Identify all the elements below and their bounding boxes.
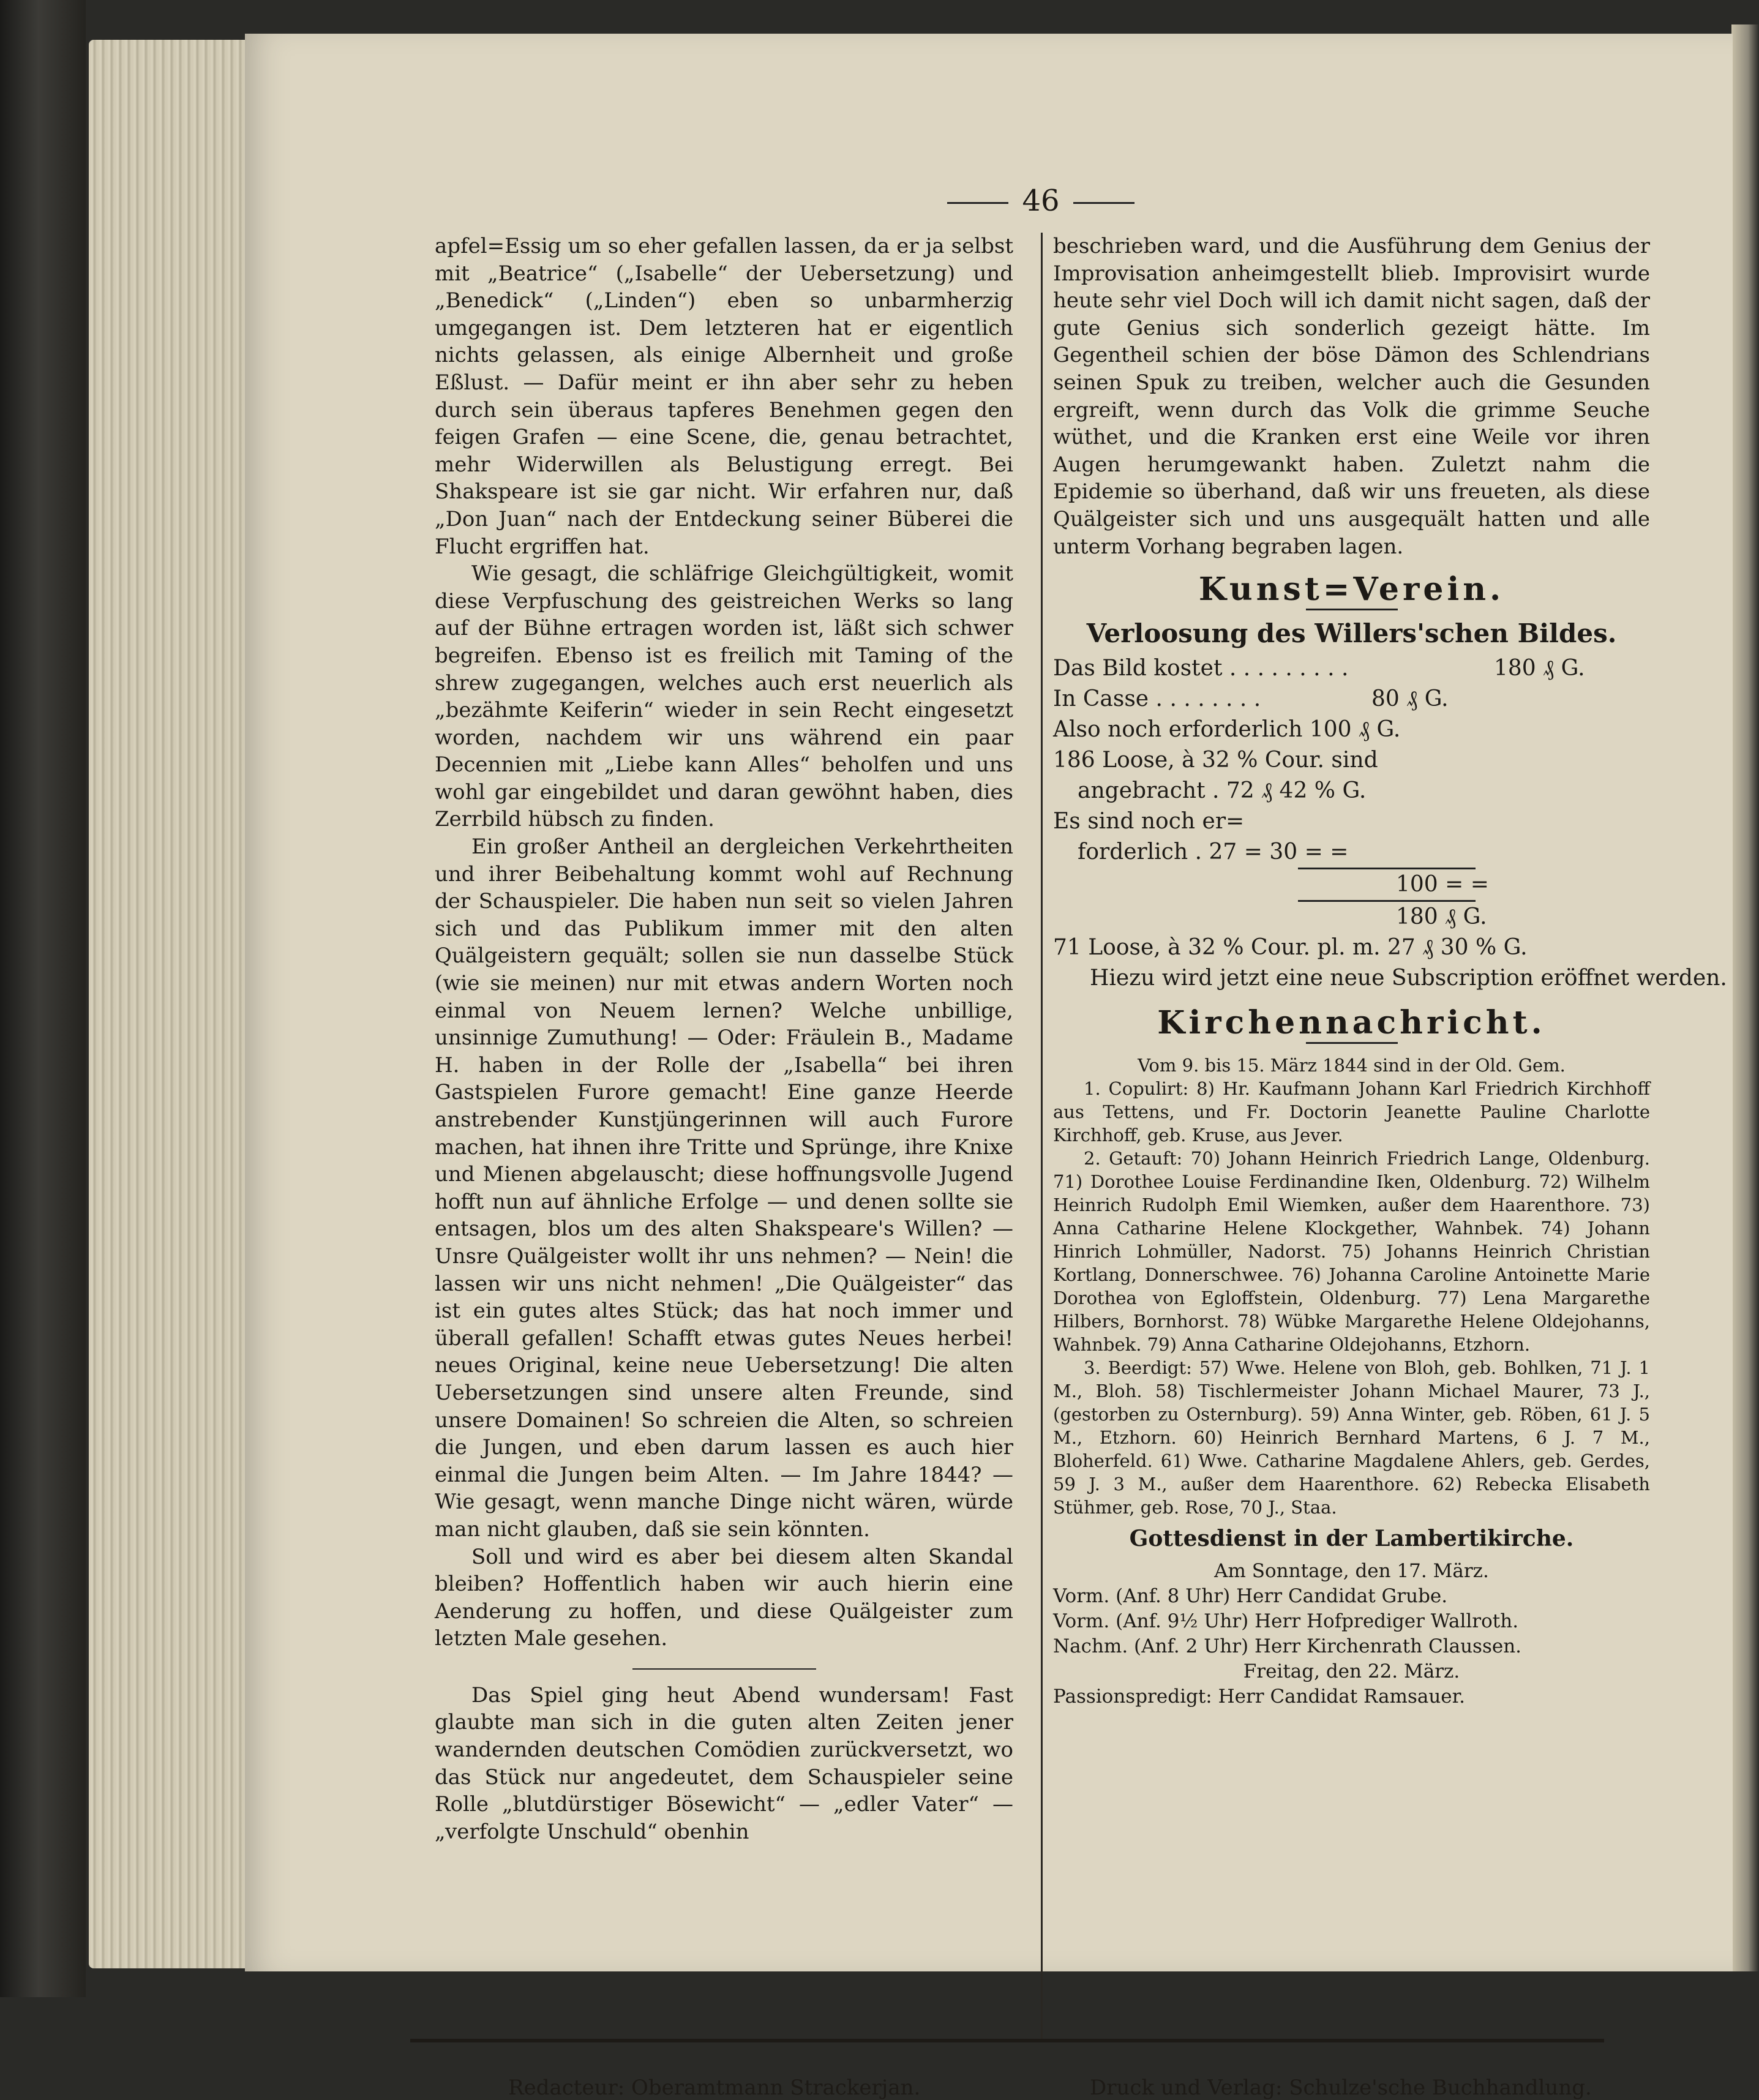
church-entry-copulirt: 1. Copulirt: 8) Hr. Kaufmann Johann Karl Friedrich Kirchhoff aus Tettens, und Fr. Doctorin Jeanette Pauline Charlotte Kirchhoff, geb. Kruse, aus Jever.: [1053, 1078, 1650, 1146]
left-paragraph-5: Das Spiel ging heut Abend wundersam! Fast glaubte man sich in die guten alten Zeiten jener wandernden deutschen Comödien zurückversetzt, wo das Stück nur angedeutet, dem Schauspieler seine Rolle „blutdürstiger Bösewicht“ — „edler Vater“ — „verfolgte Unschuld“ obenhin: [435, 1682, 1013, 1844]
kunst-verein-rule: [1306, 609, 1398, 610]
lottery-value: 100 = =: [1396, 872, 1489, 898]
column-divider: [1041, 233, 1043, 2039]
service-entry: Vorm. (Anf. 8 Uhr) Herr Candidat Grube.: [1053, 1584, 1448, 1607]
lottery-row: [1053, 776, 1650, 806]
loose-line: 71 Loose, à 32 % Cour. pl. m. 27 ₰ 30 % G.: [1053, 935, 1528, 961]
header-rule-right: [1073, 202, 1135, 204]
lottery-row: [1053, 932, 1650, 963]
bottom-rule: [410, 2039, 1604, 2042]
lottery-label: Also noch erforderlich 100 ₰ G.: [1053, 717, 1401, 743]
left-paragraph-4: Soll und wird es aber bei diesem alten Skandal bleiben? Hoffentlich haben wir auch hierin eine Aenderung zu hoffen, und diese Quälgeister zum letzten Male gesehen.: [435, 1544, 1013, 1651]
left-paragraph-3: Ein großer Antheil an dergleichen Verkehrtheiten und ihrer Beibehaltung kommt wohl auf Rechnung der Schauspieler. Die haben nun seit so vielen Jahren sich und das Publikum immer mit den alten Quälgeistern gequält; sollen sie nun dasselbe Stück (wie sie meinen) nur mit etwas andern Worten noch einmal von Neuem lernen? Welche unbillige, unsinnige Zumuthung! — Oder: Fräulein B., Madame H. haben in der Rolle der „Isabella“ bei ihren Gastspielen Furore gemacht! Eine ganze Heerde anstrebender Kunstjüngerinnen will auch Furore machen, hat ihnen ihre Tritte und Sprünge, ihre Knixe und Mienen abgelauscht; diese hoffnungsvolle Jugend hofft nun auf ähnliche Erfolge — und denen sollte sie entsagen, blos um des alten Shakspeare's Willen? — Unsre Quälgeister wollt ihr uns nehmen? — Nein! die lassen wir uns nicht nehmen! „Die Quälgeister“ das ist ein gutes altes Stück; das hat noch immer und überall gefallen! Schafft etwas gutes Neues herbei! neues Original, keine neue Uebersetzung! Die alten Uebersetzungen sind unsere alten Freunde, sind unsere Domainen! So schreien die Alten, so schreien die Jungen, und eben darum lassen es auch hier einmal die Jungen beim Alten. — Im Jahre 1844? — Wie gesagt, wenn manche Dinge nicht wären, würde man nicht glauben, daß sie sein könnten.: [435, 834, 1013, 1542]
right-paragraph-intro: beschrieben ward, und die Ausführung dem Genius der Improvisation anheimgestellt blieb. Improvisirt wurde heute sehr viel Doch will ich damit nicht sagen, daß der gute Genius sich sonderlich gezeigt hätte. Im Gegentheil schien der böse Dämon des Schlendrians seinen Spuk zu treiben, welcher auch die Gesunden ergreift, wenn durch das Volk die grimme Seuche wüthet, und die Kranken erst eine Weile vor ihren Augen herumgewankt haben. Zuletzt nahm die Epidemie so überhand, daß wir uns freueten, als diese Quälgeister sich und uns ausgequält hatten und alle unterm Vorhang begraben lagen.: [1053, 234, 1650, 559]
left-paragraph-2: Wie gesagt, die schläfrige Gleichgültigkeit, womit diese Verpfuschung des geistreichen Werks so lang auf der Bühne ertragen worden ist, läßt sich schwer begreifen. Ebenso ist es freilich mit Taming of the shrew zugegangen, welches auch erst neuerlich als „bezähmte Keiferin“ wieder in sein Recht eingesetzt worden, nachdem wir uns während ein paar Decennien mit „Liebe kann Alles“ beholfen und uns wohl gar eingebildet und daran gewöhnt haben, dies Zerrbild hübsch zu finden.: [435, 561, 1013, 832]
kunst-verein-heading: Kunst=Verein.: [1198, 571, 1505, 609]
church-entry-beerdigt: 3. Beerdigt: 57) Wwe. Helene von Bloh, geb. Bohlken, 71 J. 1 M., Bloh. 58) Tischlermeister Johann Michael Maurer, 73 J., (gestorben zu Osternburg). 59) Anna Winter, geb. Röben, 61 J. 5 M., Etzhorn. 60) Heinrich Bernhard Martens, 6 J. 7 M., Bloherfeld. 61) Wwe. Catharine Magdalene Ahlers, geb. Gerdes, 59 J. 3 M., außer dem Haarenthore. 62) Rebecka Elisabeth Stühmer, geb. Rose, 70 J., Staa.: [1053, 1357, 1650, 1518]
right-column: [1053, 233, 1727, 1709]
page-header: [918, 184, 1163, 218]
lottery-label: In Casse . . . . . . . .: [1053, 686, 1261, 712]
church-entry-getauft: 2. Getauft: 70) Johann Heinrich Friedrich Lange, Oldenburg. 71) Dorothee Louise Ferdinandine Iken, Oldenburg. 72) Wilhelm Heinrich Rudolph Emil Wiemken, außer dem Haarenthore. 73) Anna Catharine Helene Klockgether, Wahnbek. 74) Johann Hinrich Lohmüller, Nadorst. 75) Johanns Heinrich Christian Kortlang, Donnerschwee. 76) Johanna Caroline Antoinette Marie Dorothea von Egloffstein, Oldenburg. 77) Lena Margarethe Hilbers, Bornhorst. 78) Wübke Margarethe Helene Oldejohanns, Wahnbek. 79) Anna Catharine Oldejohanns, Etzhorn.: [1053, 1147, 1650, 1355]
page-edges: [89, 40, 260, 1968]
lottery-value: 80 ₰ G.: [1371, 686, 1449, 712]
left-separator: [632, 1668, 816, 1670]
service-entry: Vorm. (Anf. 9½ Uhr) Herr Hofprediger Wallroth.: [1053, 1610, 1519, 1632]
left-paragraph-1: apfel=Essig um so eher gefallen lassen, da er ja selbst mit „Beatrice“ („Isabelle“ der Uebersetzung) und „Benedick“ („Linden“) eben so unbarmherzig umgegangen ist. Dem letzteren hat er eigentlich nichts gelassen, als einige Albernheit und große Eßlust. — Dafür meint er ihn aber sehr zu heben durch sein überaus tapferes Benehmen gegen den feigen Grafen — eine Scene, die, genau betrachtet, mehr Widerwillen als Belustigung erregt. Bei Shakspeare ist sie gar nicht. Wir erfahren nur, daß „Don Juan“ nach der Entdeckung seiner Büberei die Flucht ergriffen hat.: [435, 234, 1013, 559]
header-rule-left: [947, 202, 1008, 204]
lottery-row: [1053, 745, 1650, 776]
lottery-row: [1053, 714, 1650, 745]
footer-editor: Redacteur: Oberamtmann Strackerjan.: [508, 2076, 921, 2100]
lottery-value: 180 ₰ G.: [1396, 904, 1487, 930]
kirchennachricht-rule: [1306, 1042, 1398, 1044]
lottery-row: [1053, 684, 1650, 714]
lottery-value: 180 ₰ G.: [1494, 656, 1585, 681]
left-column: [435, 233, 1013, 2033]
lottery-row: [1053, 837, 1650, 868]
footer-publisher: Druck und Verlag: Schulze'sche Buchhandlung.: [1090, 2076, 1592, 2100]
lottery-label: Das Bild kostet . . . . . . . . .: [1053, 656, 1349, 681]
lottery-row: [1053, 869, 1650, 900]
service-list: [1053, 1559, 1650, 1709]
book-binding: [0, 0, 86, 1997]
service-sunday: Am Sonntage, den 17. März.: [1214, 1559, 1489, 1582]
lottery-label: angebracht . 72 ₰ 42 % G.: [1078, 778, 1367, 804]
church-intro: Vom 9. bis 15. März 1844 sind in der Old. Gem.: [1138, 1054, 1566, 1076]
service-friday: Freitag, den 22. März.: [1243, 1660, 1460, 1682]
lottery-label: Es sind noch er=: [1053, 809, 1245, 834]
lottery-label: forderlich . 27 = 30 = =: [1078, 839, 1349, 865]
lottery-table: [1053, 653, 1727, 994]
page-number: 46: [1022, 184, 1060, 218]
passion-sermon: Passionspredigt: Herr Candidat Ramsauer.: [1053, 1685, 1465, 1708]
lottery-row: [1053, 902, 1650, 932]
lottery-label: 186 Loose, à 32 % Cour. sind: [1053, 748, 1378, 773]
right-page-edge: [1731, 24, 1759, 1971]
service-entry: Nachm. (Anf. 2 Uhr) Herr Kirchenrath Claussen.: [1053, 1635, 1522, 1657]
church-notices: [1053, 1054, 1650, 1519]
lottery-row: [1053, 653, 1650, 684]
lottery-row: [1053, 806, 1650, 837]
verloosung-heading: Verloosung des Willers'schen Bildes.: [1086, 618, 1617, 648]
kirchennachricht-heading: Kirchennachricht.: [1157, 1004, 1546, 1042]
subscription-note: Hiezu wird jetzt eine neue Subscription eröffnet werden.: [1090, 966, 1727, 991]
lottery-row: [1053, 963, 1727, 994]
gottesdienst-heading: Gottesdienst in der Lambertikirche.: [1129, 1525, 1574, 1551]
